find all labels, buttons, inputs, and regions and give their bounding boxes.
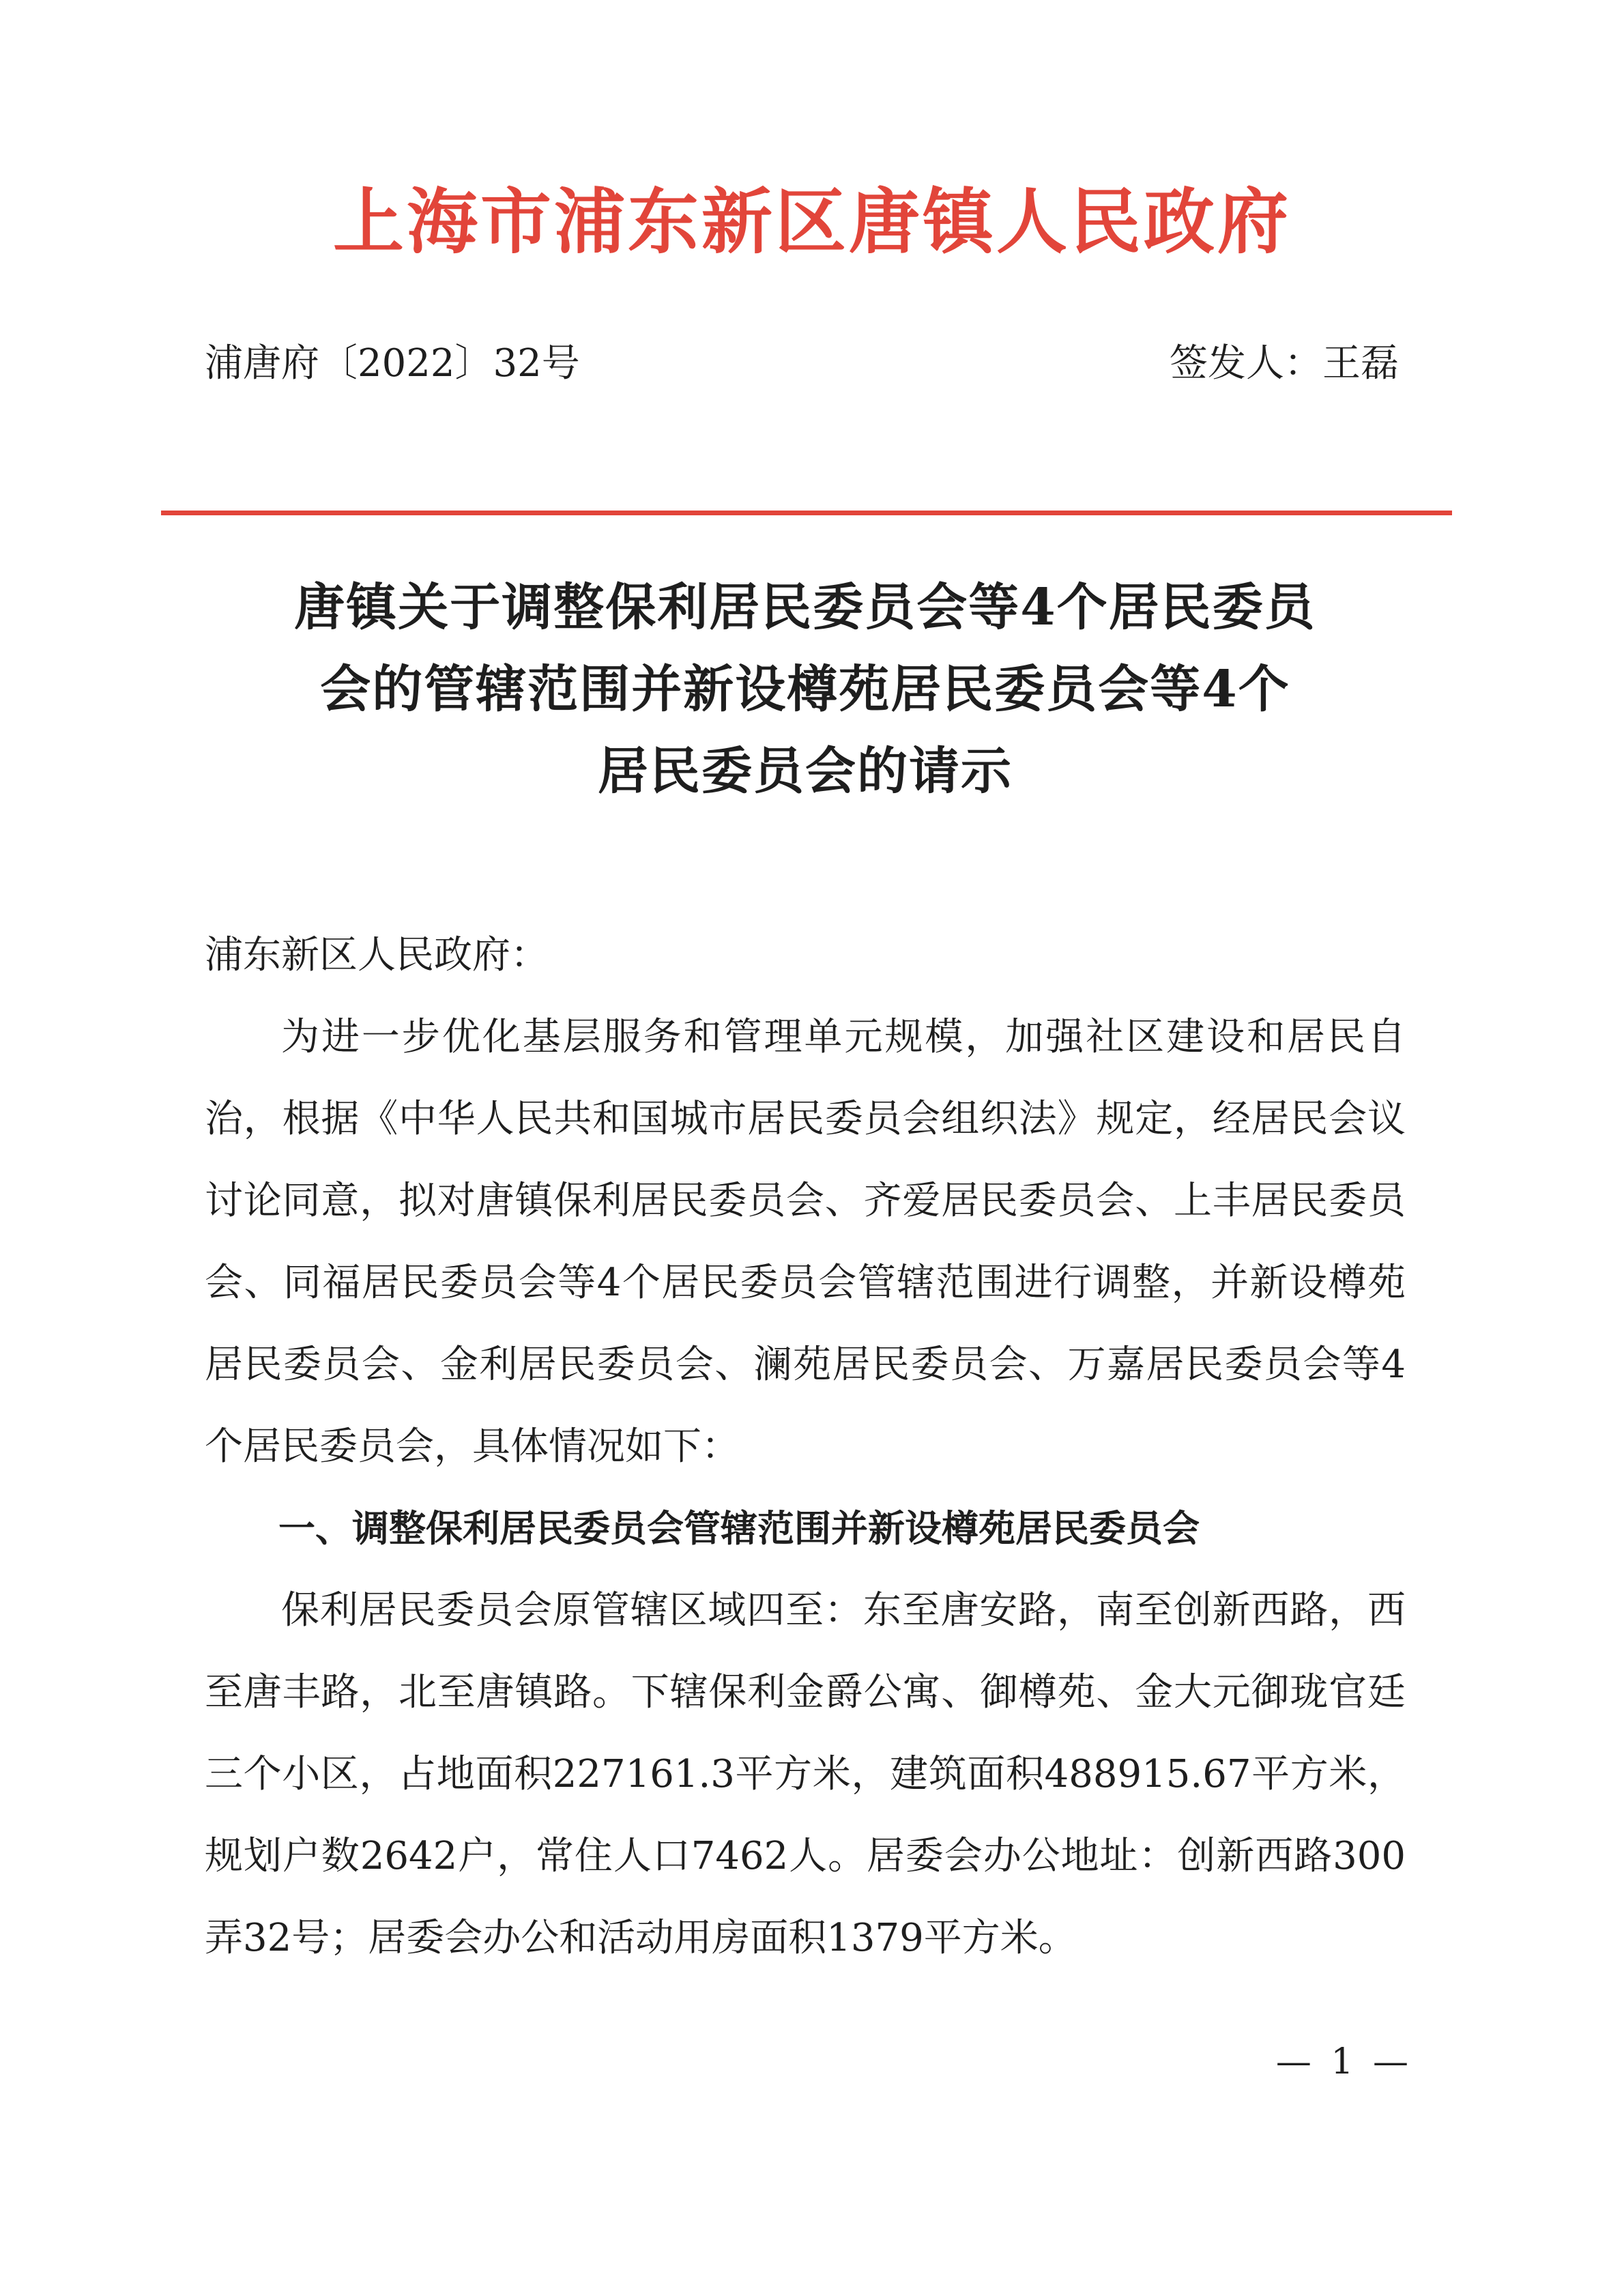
salutation: 浦东新区人民政府：	[205, 933, 549, 977]
document-number: 浦唐府〔2022〕32号	[205, 341, 580, 386]
section-heading: 一、调整保利居民委员会管辖范围并新设樽苑居民委员会	[278, 1507, 1200, 1550]
title-line: 会的管辖范围并新设樽苑居民委员会等4个	[320, 660, 1290, 719]
page-number: — 1 —	[1275, 2041, 1412, 2082]
document-body	[205, 915, 1406, 1979]
title-line: 唐镇关于调整保利居民委员会等4个居民委员	[294, 578, 1316, 637]
issuer: 签发人：王磊	[1170, 341, 1399, 386]
letterhead: 上海市浦东新区唐镇人民政府	[332, 180, 1291, 263]
body-paragraph: 为进一步优化基层服务和管理单元规模，加强社区建设和居民自治，根据《中华人民共和国城市居民委员会组织法》规定，经居民会议讨论同意，拟对唐镇保利居民委员会、齐爱居民委员会、上丰居民委员会、同福居民委员会等4个居民委员会管辖范围进行调整，并新设樽苑居民委员会、金利居民委员会、澜苑居民委员会、万嘉居民委员会等4个居民委员会，具体情况如下：	[205, 1015, 1406, 1469]
red-divider	[161, 511, 1452, 515]
body-paragraph: 保利居民委员会原管辖区域四至：东至唐安路，南至创新西路，西至唐丰路，北至唐镇路。下辖保利金爵公寓、御樽苑、金大元御珑官廷三个小区，占地面积227161.3平方米，建筑面积488915.67平方米，规划户数2642户，常住人口7462人。居委会办公地址：创新西路300弄32号；居委会办公和活动用房面积1379平方米。	[205, 1588, 1406, 1960]
document-title	[198, 566, 1412, 812]
title-line: 居民委员会的请示	[598, 742, 1013, 801]
